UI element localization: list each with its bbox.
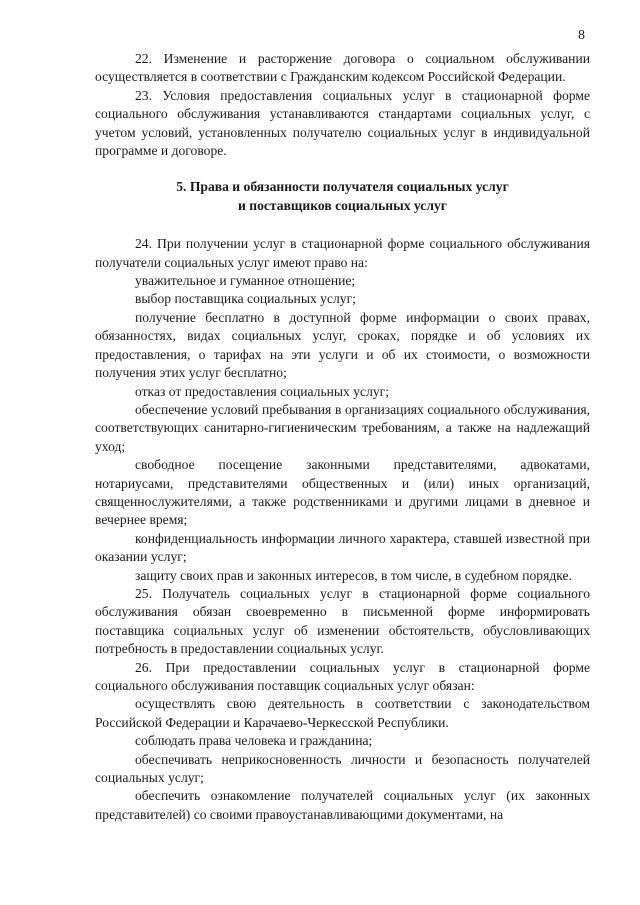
right-item-information: получение бесплатно в доступной форме информации о своих правах, обязанностях, видах социальных услуг, сроках, порядке и об условиях их предоставления, о тарифах на эти услуги и об их стоимости, о возможности получения этих услуг бесплатно;	[95, 309, 590, 381]
duty-item-safety: обеспечивать неприкосновенность личности и безопасность получателей социальных услуг;	[95, 751, 590, 786]
page-number: 8	[578, 28, 585, 43]
paragraph-23: 23. Условия предоставления социальных услуг в стационарной форме социального обслуживания устанавливаются стандартами социальных услуг, с учетом условий, установленных получателю социальных услуг в индивидуальной программе и договоре.	[95, 87, 590, 159]
right-item-conditions: обеспечение условий пребывания в организациях социального обслуживания, соответствующих санитарно-гигиеническим требованиям, а также на надлежащий уход;	[95, 401, 590, 454]
paragraph-26: 26. При предоставлении социальных услуг в стационарной форме социального обслуживания поставщик социальных услуг обязан:	[95, 659, 590, 693]
paragraph-22: 22. Изменение и расторжение договора о социальном обслуживании осуществляется в соответствии с Гражданским кодексом Российской Федерации.	[95, 51, 590, 85]
paragraph-24: 24. При получении услуг в стационарной форме социального обслуживания получатели социальных услуг имеют право на:	[95, 236, 590, 270]
right-item-refusal: отказ от предоставления социальных услуг;	[135, 383, 390, 399]
section-heading-line-1: 5. Права и обязанности получателя социальных услуг	[176, 179, 509, 195]
right-item-visits: свободное посещение законными представителями, адвокатами, нотариусами, представителями общественных и (или) иных организаций, священнослужителями, а также родственниками и другими лицами в дневное и вечернее время;	[95, 457, 590, 528]
duty-item-human-rights: соблюдать права человека и гражданина;	[135, 733, 373, 749]
right-item-confidentiality: конфиденциальность информации личного характера, ставшей известной при оказании услуг;	[95, 530, 590, 565]
right-item-respect: уважительное и гуманное отношение;	[135, 273, 356, 289]
section-heading-line-2: и поставщиков социальных услуг	[238, 197, 447, 213]
paragraph-25: 25. Получатель социальных услуг в стационарной форме социального обслуживания обязан своевременно в письменной форме информировать поставщика социальных услуг об изменении обстоятельств, обусловливающих потребность в предоставлении социальных услуг.	[95, 585, 590, 657]
section-heading	[95, 178, 590, 215]
duty-item-legislation: осуществлять свою деятельность в соответствии с законодательством Российской Федерации и Карачаево-Черкесской Республики.	[95, 696, 590, 730]
duty-item-familiarization: обеспечить ознакомление получателей социальных услуг (их законных представителей) со своими правоустанавливающими документами, на	[95, 788, 590, 822]
right-item-provider-choice: выбор поставщика социальных услуг;	[135, 291, 356, 307]
document-body	[95, 50, 590, 824]
right-item-protection: защиту своих прав и законных интересов, в том числе, в судебном порядке.	[135, 567, 572, 583]
